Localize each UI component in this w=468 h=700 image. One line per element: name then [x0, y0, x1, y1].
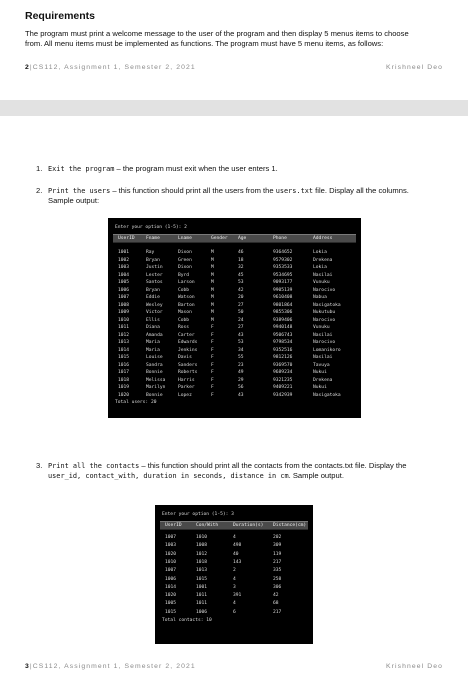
table-cell: Amanda — [146, 332, 163, 338]
table-cell: 391 — [233, 593, 242, 599]
table-cell: 4 — [233, 535, 236, 540]
item-text-cont: file. Display all the columns. Sample output: — [48, 186, 409, 205]
table-cell: 9352516 — [273, 347, 293, 353]
table-cell: 498 — [233, 543, 242, 549]
table-cell: 56 — [238, 385, 244, 390]
table-cell: 217 — [273, 559, 282, 565]
table-cell: Maria — [146, 340, 160, 345]
table-cell: 9353533 — [273, 265, 293, 270]
table-cell: 335 — [273, 568, 282, 574]
table-cell: Lopez — [178, 392, 192, 398]
table-cell: 9940148 — [273, 325, 293, 330]
table-cell: Nukui — [313, 385, 327, 390]
requirements-heading: Requirements — [25, 10, 96, 22]
table-cell: 1014 — [165, 584, 177, 590]
item-code: Print all the contacts — [48, 462, 140, 470]
table-cell: Cobb — [178, 317, 190, 323]
users-sample-output-terminal — [108, 218, 361, 418]
table-cell: Barton — [178, 302, 195, 308]
table-cell: 27 — [238, 302, 244, 308]
table-cell: Marilyn — [146, 385, 166, 390]
table-cell: 18 — [238, 257, 244, 263]
table-cell: Byrd — [178, 272, 190, 278]
table-cell: 1009 — [118, 310, 130, 315]
table-cell: Parker — [178, 385, 195, 390]
table-cell: 202 — [273, 535, 282, 540]
table-cell: Santos — [146, 280, 163, 285]
table-cell: Cobb — [178, 287, 190, 293]
table-cell: M — [211, 280, 214, 285]
column-header: UserID — [165, 523, 182, 528]
table-cell: 34 — [238, 347, 244, 353]
page-number: 2 — [25, 64, 30, 71]
table-cell: 24 — [238, 317, 244, 323]
table-cell: 9798534 — [273, 340, 293, 345]
table-cell: 9689234 — [273, 370, 293, 375]
table-cell: 40 — [233, 551, 239, 557]
table-cell: 217 — [273, 609, 282, 615]
table-cell: 1015 — [118, 355, 130, 360]
table-cell: F — [211, 340, 214, 345]
column-header: Distance(cm) — [273, 523, 307, 528]
table-cell: F — [211, 332, 214, 338]
table-cell: 1020 — [165, 551, 177, 557]
table-cell: M — [211, 295, 214, 300]
column-header: Duration(s) — [233, 523, 264, 528]
table-cell: 1006 — [118, 287, 130, 293]
table-cell: Ross — [178, 325, 190, 330]
column-header: Con/With — [196, 523, 219, 528]
table-cell: 2 — [233, 568, 236, 574]
table-cell: Carter — [178, 332, 195, 338]
table-cell: 9506743 — [273, 332, 293, 338]
table-cell: 1001 — [196, 584, 208, 590]
table-cell: Nasilai — [313, 272, 333, 278]
terminal-prompt: Enter your option (1-5): 3 — [162, 512, 234, 517]
table-cell: 1001 — [118, 250, 130, 255]
table-cell: Nasilai — [313, 355, 333, 360]
table-cell: Lomanikoro — [313, 347, 341, 353]
table-cell: 9409221 — [273, 385, 293, 390]
table-cell: Tavuya — [313, 362, 330, 368]
table-cell: M — [211, 257, 214, 263]
table-cell: 1010 — [196, 535, 208, 540]
item-text: – the program must exit when the user enters 1. — [114, 164, 278, 173]
requirements-paragraph: The program must print a welcome message to the user of the program and then display 5 menus items to choose from. All menu items must be implemented as functions. The program must have 5 menu items, as follows: — [25, 29, 409, 48]
table-cell: 9342939 — [273, 392, 293, 398]
table-cell: M — [211, 265, 214, 270]
footer-author: Krishneel Deo — [386, 64, 443, 71]
column-header: Lname — [178, 236, 192, 241]
table-cell: 32 — [238, 265, 244, 270]
table-cell: Maria — [146, 347, 160, 353]
table-cell: 309 — [273, 543, 282, 549]
menu-item-3-description — [36, 461, 436, 481]
item-code: Exit the program — [48, 165, 115, 173]
table-cell: 1011 — [196, 601, 208, 607]
table-cell: 119 — [273, 551, 282, 557]
table-cell: 1012 — [118, 332, 130, 338]
table-cell: 1010 — [165, 559, 177, 565]
table-cell: M — [211, 310, 214, 315]
table-cell: 23 — [238, 362, 244, 368]
table-cell: 50 — [238, 310, 244, 315]
table-cell: Sandra — [146, 362, 163, 368]
table-cell: 4 — [233, 601, 236, 607]
column-header: Address — [313, 236, 333, 241]
table-cell: F — [211, 325, 214, 330]
table-cell: 9855306 — [273, 310, 293, 315]
table-cell: Melissa — [146, 377, 166, 383]
document-page-3 — [0, 116, 468, 700]
item-text: – this function should print all the contacts from the contacts.txt file. Display the — [139, 461, 407, 470]
table-cell: Justin — [146, 265, 163, 270]
table-cell: Eddie — [146, 295, 160, 300]
table-cell: 1010 — [118, 317, 130, 323]
table-cell: Lester — [146, 272, 163, 278]
table-cell: 1004 — [118, 272, 130, 278]
table-cell: 49 — [238, 370, 244, 375]
table-cell: Drekena — [313, 257, 333, 263]
table-cell: Ellis — [146, 317, 160, 323]
page-footer: 3|CS112, Assignment 1, Semester 2, 2021 Krishneel Deo — [25, 663, 443, 670]
footer-course: CS112, Assignment 1, Semester 2, 2021 — [32, 64, 196, 71]
table-cell: 1008 — [118, 302, 130, 308]
item-text-cont: . Sample output. — [288, 471, 344, 480]
item-number: 3. — [36, 461, 43, 470]
table-cell: Nukutubu — [313, 310, 336, 315]
table-cell: Green — [178, 257, 192, 263]
table-cell: 3 — [233, 584, 236, 590]
table-cell: 143 — [233, 559, 242, 565]
table-cell: 1018 — [196, 559, 208, 565]
table-cell: 9369570 — [273, 362, 293, 368]
item-code: Print the users — [48, 187, 111, 195]
table-cell: 42 — [238, 287, 244, 293]
page-number: 3 — [25, 663, 30, 670]
item-text: – this function should print all the users from the — [110, 186, 276, 195]
table-cell: 1006 — [165, 576, 177, 582]
table-cell: Wesley — [146, 302, 163, 308]
table-cell: F — [211, 362, 214, 368]
table-cell: 45 — [238, 272, 244, 278]
item-number: 1. — [36, 164, 43, 173]
table-cell: 9364652 — [273, 250, 293, 255]
contacts-total: Total contacts: 10 — [162, 618, 212, 623]
table-cell: 9389406 — [273, 317, 293, 323]
table-cell: 1015 — [196, 576, 208, 582]
table-cell: 1003 — [165, 543, 177, 549]
table-cell: M — [211, 302, 214, 308]
column-header: Age — [238, 236, 247, 241]
table-cell: Larson — [178, 280, 195, 285]
table-cell: Narocivo — [313, 340, 336, 345]
table-cell: Sanders — [178, 362, 198, 368]
column-header: UserID — [118, 236, 135, 241]
table-cell: 1012 — [196, 551, 208, 557]
table-cell: Vunuku — [313, 280, 330, 285]
table-cell: 1002 — [118, 257, 130, 263]
table-cell: 1007 — [118, 295, 130, 300]
users-total: Total users: 20 — [115, 400, 157, 405]
table-cell: F — [211, 392, 214, 398]
table-cell: Lokia — [313, 265, 327, 270]
table-cell: 1011 — [196, 593, 208, 599]
table-cell: Harris — [178, 377, 195, 383]
table-cell: 1007 — [165, 568, 177, 574]
table-cell: 1006 — [196, 609, 208, 615]
table-cell: 9534695 — [273, 272, 293, 278]
table-cell: F — [211, 355, 214, 360]
table-cell: Ray — [146, 250, 155, 255]
table-cell: 1005 — [165, 601, 177, 607]
table-cell: Mason — [178, 310, 192, 315]
table-cell: Narocivo — [313, 287, 336, 293]
table-cell: Nukui — [313, 370, 327, 375]
terminal-prompt: Enter your option (1-5): 2 — [115, 225, 187, 230]
table-cell: 55 — [238, 355, 244, 360]
table-cell: 9321235 — [273, 377, 293, 383]
table-cell: 1014 — [118, 347, 130, 353]
footer-author: Krishneel Deo — [386, 663, 443, 670]
table-cell: 1020 — [165, 593, 177, 599]
table-cell: Roberts — [178, 370, 198, 375]
table-cell: Nasigatoka — [313, 392, 341, 398]
table-cell: F — [211, 377, 214, 383]
table-cell: Watson — [178, 295, 195, 300]
table-cell: 1005 — [118, 280, 130, 285]
column-header: Gender — [211, 236, 228, 241]
table-cell: 1015 — [165, 609, 177, 615]
column-header: Phone — [273, 236, 287, 241]
table-cell: 9093177 — [273, 280, 293, 285]
table-cell: 43 — [238, 332, 244, 338]
table-cell: Dixon — [178, 265, 192, 270]
table-cell: 1003 — [118, 265, 130, 270]
table-cell: Nasigatoka — [313, 302, 341, 308]
table-cell: 306 — [273, 584, 282, 590]
table-cell: 9610408 — [273, 295, 293, 300]
page-footer: 2|CS112, Assignment 1, Semester 2, 2021 Krishneel Deo — [25, 64, 443, 71]
table-cell: Bryan — [146, 257, 160, 263]
document-page-2 — [0, 0, 468, 100]
table-cell: Bonnie — [146, 370, 163, 375]
table-cell: M — [211, 317, 214, 323]
table-cell: 9801864 — [273, 302, 293, 308]
item-code-fields: user_id, contact_with, duration in seconds, distance in cm — [48, 472, 289, 480]
table-cell: 1018 — [118, 377, 130, 383]
table-cell: 20 — [238, 295, 244, 300]
table-cell: 53 — [238, 340, 244, 345]
table-cell: 258 — [273, 576, 282, 582]
menu-item-2-description — [36, 186, 436, 206]
table-cell: Drekena — [313, 377, 333, 383]
table-cell: Jenkins — [178, 347, 198, 353]
table-cell: Davis — [178, 355, 192, 360]
table-cell: 1020 — [118, 392, 130, 398]
table-cell: 46 — [238, 250, 244, 255]
contacts-table-header — [160, 521, 308, 530]
table-cell: F — [211, 370, 214, 375]
table-cell: 1017 — [118, 370, 130, 375]
menu-item-1-description — [36, 164, 436, 174]
table-cell: Narocivo — [313, 317, 336, 323]
table-cell: Edwards — [178, 340, 198, 345]
table-cell: Bryan — [146, 287, 160, 293]
column-header: Fname — [146, 236, 160, 241]
table-cell: 1013 — [118, 340, 130, 345]
table-cell: 1019 — [118, 385, 130, 390]
table-cell: Lokia — [313, 250, 327, 255]
table-cell: 43 — [238, 392, 244, 398]
table-cell: 4 — [233, 576, 236, 582]
table-cell: M — [211, 250, 214, 255]
table-cell: 68 — [273, 601, 279, 607]
table-cell: 9812126 — [273, 355, 293, 360]
table-cell: Dixon — [178, 250, 192, 255]
table-cell: F — [211, 385, 214, 390]
table-cell: 29 — [238, 377, 244, 383]
table-cell: 9579302 — [273, 257, 293, 263]
table-cell: 1011 — [118, 325, 130, 330]
table-cell: 9905139 — [273, 287, 293, 293]
table-cell: F — [211, 347, 214, 353]
table-cell: M — [211, 272, 214, 278]
table-cell: Nabua — [313, 295, 327, 300]
table-cell: 53 — [238, 280, 244, 285]
table-cell: Nasilai — [313, 332, 333, 338]
users-table-header — [113, 234, 356, 243]
table-cell: 6 — [233, 609, 236, 615]
item-code-filename: users.txt — [275, 187, 314, 195]
table-cell: Victor — [146, 310, 163, 315]
table-cell: 1007 — [165, 535, 177, 540]
table-cell: 1008 — [196, 543, 208, 549]
table-cell: Bonnie — [146, 392, 163, 398]
table-cell: Diana — [146, 325, 160, 330]
footer-course: CS112, Assignment 1, Semester 2, 2021 — [32, 663, 196, 670]
table-cell: 42 — [273, 593, 279, 599]
table-cell: 1016 — [118, 362, 130, 368]
table-cell: Louise — [146, 355, 163, 360]
item-number: 2. — [36, 186, 43, 195]
table-cell: M — [211, 287, 214, 293]
table-cell: Vunuku — [313, 325, 330, 330]
contacts-sample-output-terminal — [155, 505, 313, 644]
table-cell: 1013 — [196, 568, 208, 574]
table-cell: 27 — [238, 325, 244, 330]
